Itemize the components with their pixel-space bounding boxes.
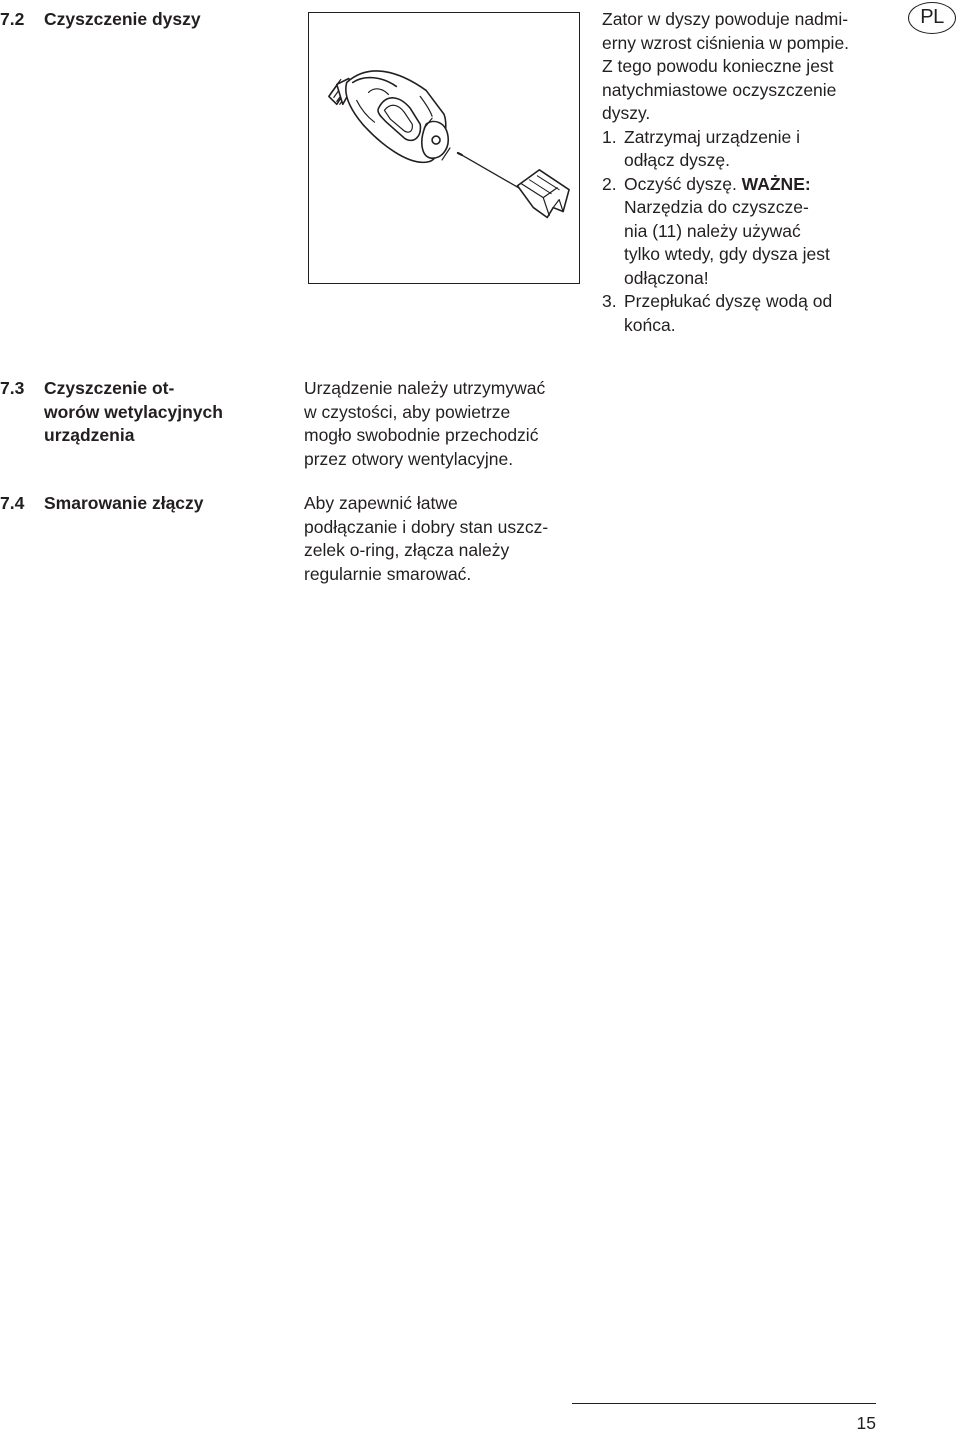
nozzle-cleaning-illustration-icon xyxy=(309,13,579,283)
section-7-3-title xyxy=(44,377,223,448)
step-2-line: nia (11) należy używać xyxy=(624,220,801,241)
section-7-4-body xyxy=(304,492,594,586)
step-3-line: Przepłukać dyszę wodą od xyxy=(624,291,833,311)
section-7-4-line: zelek o-ring, złącza należy xyxy=(304,540,510,560)
section-7-3-title-line: worów wetylacyjnych xyxy=(44,401,223,422)
step-3 xyxy=(602,290,902,337)
step-2 xyxy=(602,173,902,291)
section-7-3-number: 7.3 xyxy=(0,378,25,398)
section-7-2-intro xyxy=(602,8,902,126)
step-2-line: Narzędzia do czyszcze- xyxy=(624,197,809,217)
section-7-3-title-line: urządzenia xyxy=(44,425,135,445)
step-2-line: Oczyść dyszę. xyxy=(624,173,742,194)
language-badge: PL xyxy=(908,2,956,34)
section-7-4-line: Aby zapewnić łatwe xyxy=(304,493,458,513)
intro-line: erny wzrost ciśnienia w pompie. xyxy=(602,32,850,53)
section-7-4-title: Smarowanie złączy xyxy=(44,493,204,513)
section-7-3-title-line: Czyszczenie ot- xyxy=(44,378,175,398)
section-7-4-number: 7.4 xyxy=(0,493,25,513)
section-7-4-heading xyxy=(0,492,300,516)
section-7-3-heading xyxy=(0,377,300,449)
section-7-2-body xyxy=(602,8,902,337)
step-3-number: 3. xyxy=(602,291,617,311)
section-7-2-title: Czyszczenie dyszy xyxy=(44,9,201,29)
step-2-number: 2. xyxy=(602,173,617,194)
step-2-warning-label: WAŻNE: xyxy=(741,173,811,194)
nozzle-cleaning-figure xyxy=(308,12,580,284)
section-7-3-line: w czystości, aby powietrze xyxy=(304,401,511,422)
page-number: 15 xyxy=(856,1413,876,1433)
section-7-3-line: przez otwory wentylacyjne. xyxy=(304,448,514,469)
step-1 xyxy=(602,126,902,173)
intro-line: natychmiastowe oczyszczenie xyxy=(602,79,837,100)
section-7-3-body xyxy=(304,377,594,471)
step-2-line: odłączona! xyxy=(624,267,709,288)
section-7-3-line: Urządzenie należy utrzymywać xyxy=(304,378,546,398)
section-7-3-line: mogło swobodnie przechodzić xyxy=(304,425,539,445)
section-7-2-heading xyxy=(0,8,300,32)
intro-line: dyszy. xyxy=(602,103,651,123)
section-7-2-number: 7.2 xyxy=(0,9,25,29)
footer-divider xyxy=(572,1403,876,1404)
step-2-line: tylko wtedy, gdy dysza jest xyxy=(624,244,830,264)
step-3-line: końca. xyxy=(624,314,676,335)
step-1-line: Zatrzymaj urządzenie i xyxy=(624,126,801,147)
cleaning-steps-list xyxy=(602,126,902,338)
section-7-4-line: podłączanie i dobry stan uszcz- xyxy=(304,516,549,537)
step-1-number: 1. xyxy=(602,126,617,147)
section-7-4-line: regularnie smarować. xyxy=(304,563,472,584)
intro-line: Zator w dyszy powoduje nadmi- xyxy=(602,9,849,29)
intro-line: Z tego powodu konieczne jest xyxy=(602,56,834,76)
step-1-line: odłącz dyszę. xyxy=(624,150,731,170)
